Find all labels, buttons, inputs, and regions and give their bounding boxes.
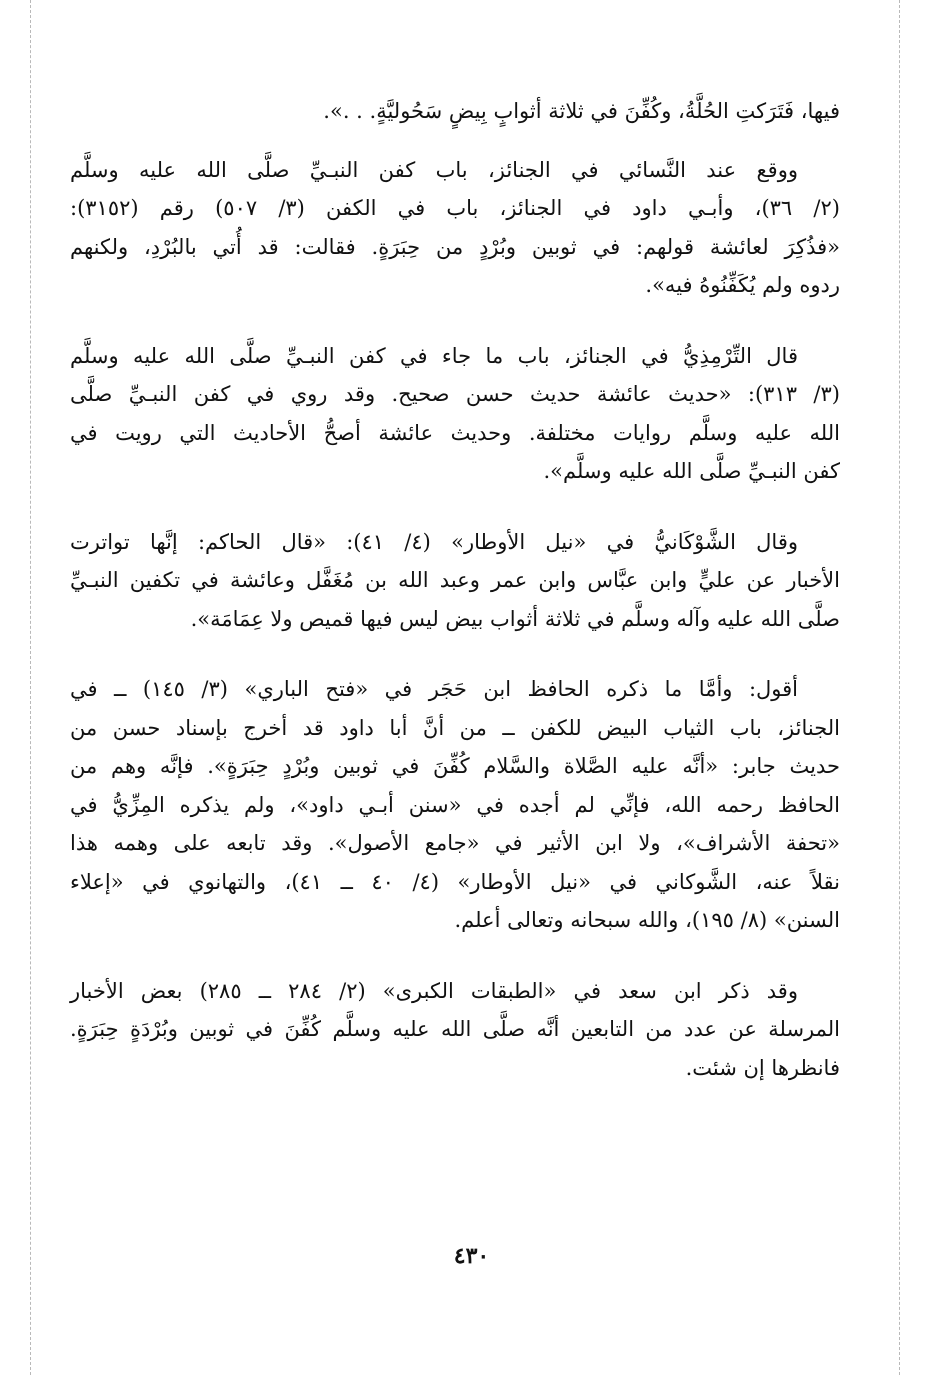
text-line: الأخبار عن عليٍّ وابن عبَّاس وابن عمر وعبد الله بن مُغَفَّل وعائشة في تكفين النبـيِّ [70,568,840,592]
text-line: فيها، فَتَرَكتِ الحُلَّةُ، وكُفِّنَ في ثلاثة أثوابٍ بِيضٍ سَحُوليَّةٍ. . .». [323,99,840,123]
text-line: (٢/ ٣٦)، وأبـي داود في الجنائز، باب في الكفن (٣/ ٥٠٧) رقم (٣١٥٢): [70,196,840,220]
page-number: ٤٣٠ [453,1243,490,1269]
paragraph-4 [70,523,840,639]
text-line: «فذُكِرَ لعائشة قولهم: في ثوبين وبُرْدٍ من حِبَرَةٍ. فقالت: قد أُتي بالبُرْدِ، ولكنهم [70,234,840,259]
text-line: وقال الشَّوْكَانيُّ في «نيل الأوطار» (٤/ ٤١): «قال الحاكم: إنَّها تواترت [70,529,798,554]
text-line: قال التِّرْمِذِيُّ في الجنائز، باب ما جاء في كفن النبـيِّ صلَّى الله عليه وسلَّم [70,343,798,368]
text-line: الجنائز، باب الثياب البيض للكفن ــ من أنَّ أبا داود قد أخرج بإسناد حسن من [70,715,840,740]
right-margin-guide [899,0,900,1375]
text-line: الله عليه وسلَّم روايات مختلفة. وحديث عائشة أصحُّ الأحاديث التي رويت في [70,420,840,445]
text-line: نقلاً عنه، الشَّوكاني في «نيل الأوطار» (٤/ ٤٠ ــ ٤١)، والتهانوي في «إعلاء [70,869,840,894]
text-line: أقول: وأمَّا ما ذكره الحافظ ابن حَجَر في «فتح الباري» (٣/ ١٤٥) ــ في [70,677,798,701]
paragraph-6 [70,972,840,1088]
text-line: (٣/ ٣١٣): «حديث عائشة حديث حسن صحيح. وقد روي في كفن النبـيِّ صلَّى [70,382,840,406]
paragraph-5 [70,670,840,940]
paragraph-3 [70,337,840,491]
text-line: حديث جابر: «أنَّه عليه الصَّلاة والسَّلام كُفِّنَ في ثوبين وبُرْدٍ حِبَرَةٍ». فإنَّه وهم من [70,754,840,778]
page-body [70,92,840,1087]
paragraph-1 [70,92,840,131]
left-margin-guide [30,0,31,1375]
text-line: وقد ذكر ابن سعد في «الطبقات الكبرى» (٢/ ٢٨٤ ــ ٢٨٥) بعض الأخبار [70,978,798,1003]
paragraph-2 [70,151,840,305]
text-line: السنن» (٨/ ١٩٥)، والله سبحانه وتعالى أعلم. [454,908,840,932]
text-line: ووقع عند النَّسائي في الجنائز، باب كفن النبـيِّ صلَّى الله عليه وسلَّم [70,157,798,182]
text-line: صلَّى الله عليه وآله وسلَّم في ثلاثة أثواب بيض ليس فيها قميص ولا عِمَامَة». [190,606,840,631]
text-line: «تحفة الأشراف»، ولا ابن الأثير في «جامع الأصول». وقد تابعه على وهمه هذا [70,831,840,855]
text-line: كفن النبـيِّ صلَّى الله عليه وسلَّم». [543,459,840,483]
text-line: فانظرها إن شئت. [685,1055,840,1080]
text-line: ردوه ولم يُكَفِّنُوهُ فيه». [645,273,840,297]
text-line: المرسلة عن عدد من التابعين أنَّه صلَّى الله عليه وسلَّم كُفِّنَ في ثوبين وبُرْدَةٍ حِبَرَةٍ. [70,1017,840,1041]
text-line: الحافظ رحمه الله، فإنِّي لم أجده في «سنن أبـي داود»، ولم يذكره المِزِّيُّ في [70,792,840,817]
